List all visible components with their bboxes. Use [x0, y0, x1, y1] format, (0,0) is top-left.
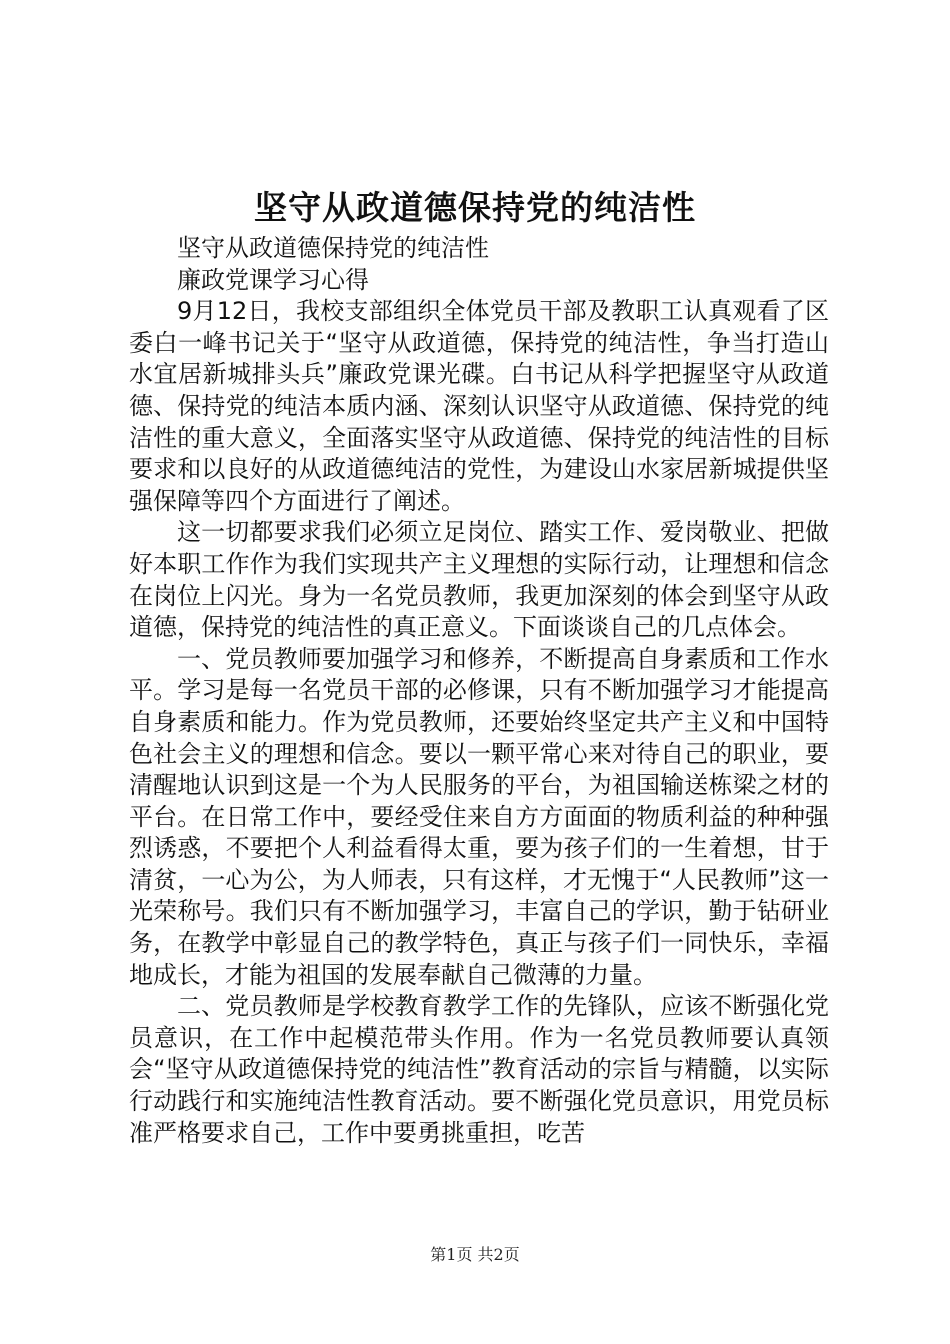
body-paragraph: 一、党员教师要加强学习和修养，不断提高自身素质和工作水平。学习是每一名党员干部的必修课，只有不断加强学习才能提高自身素质和能力。作为党员教师，还要始终坚定共产主义和中国特色社会主义的理想和信念。要以一颗平常心来对待自己的职业，要清醒地认识到这是一个为人民服务的平台，为祖国输送栋梁之材的平台。在日常工作中，要经受住来自方方面面的物质利益的种种强烈诱惑，不要把个人利益看得太重，要为孩子们的一生着想，甘于清贫，一心为公，为人师表，只有这样，才无愧于“人民教师”这一光荣称号。我们只有不断加强学习，丰富自己的学识，勤于钻研业务，在教学中彰显自己的教学特色，真正与孩子们一同快乐，幸福地成长，才能为祖国的发展奉献自己微薄的力量。: [129, 644, 829, 989]
document-body: [129, 233, 829, 1149]
page-footer: 第1页 共2页: [430, 1245, 520, 1264]
subtitle-caption: 廉政党课学习心得: [177, 265, 369, 294]
body-paragraph: 9月12日，我校支部组织全体党员干部及教职工认真观看了区委白一峰书记关于“坚守从政道德，保持党的纯洁性，争当打造山水宜居新城排头兵”廉政党课光碟。白书记从科学把握坚守从政道德、保持党的纯洁本质内涵、深刻认识坚守从政道德、保持党的纯洁性的重大意义，全面落实坚守从政道德、保持党的纯洁性的目标要求和以良好的从政道德纯洁的党性，为建设山水家居新城提供坚强保障等四个方面进行了阐述。: [129, 297, 829, 515]
body-paragraph: 这一切都要求我们必须立足岗位、踏实工作、爱岗敬业、把做好本职工作作为我们实现共产主义理想的实际行动，让理想和信念在岗位上闪光。身为一名党员教师，我更加深刻的体会到坚守从政道德，保持党的纯洁性的真正意义。下面谈谈自己的几点体会。: [129, 518, 829, 642]
document-title: 坚守从政道德保持党的纯洁性: [254, 188, 696, 227]
subtitle-paragraph: 坚守从政道德保持党的纯洁性: [177, 234, 489, 262]
body-paragraph: 二、党员教师是学校教育教学工作的先锋队，应该不断强化党员意识，在工作中起模范带头作用。作为一名党员教师要认真领会“坚守从政道德保持党的纯洁性”教育活动的宗旨与精髓，以实际行动践行和实施纯洁性教育活动。要不断强化党员意识，用党员标准严格要求自己，工作中要勇挑重担，吃苦: [129, 992, 829, 1147]
